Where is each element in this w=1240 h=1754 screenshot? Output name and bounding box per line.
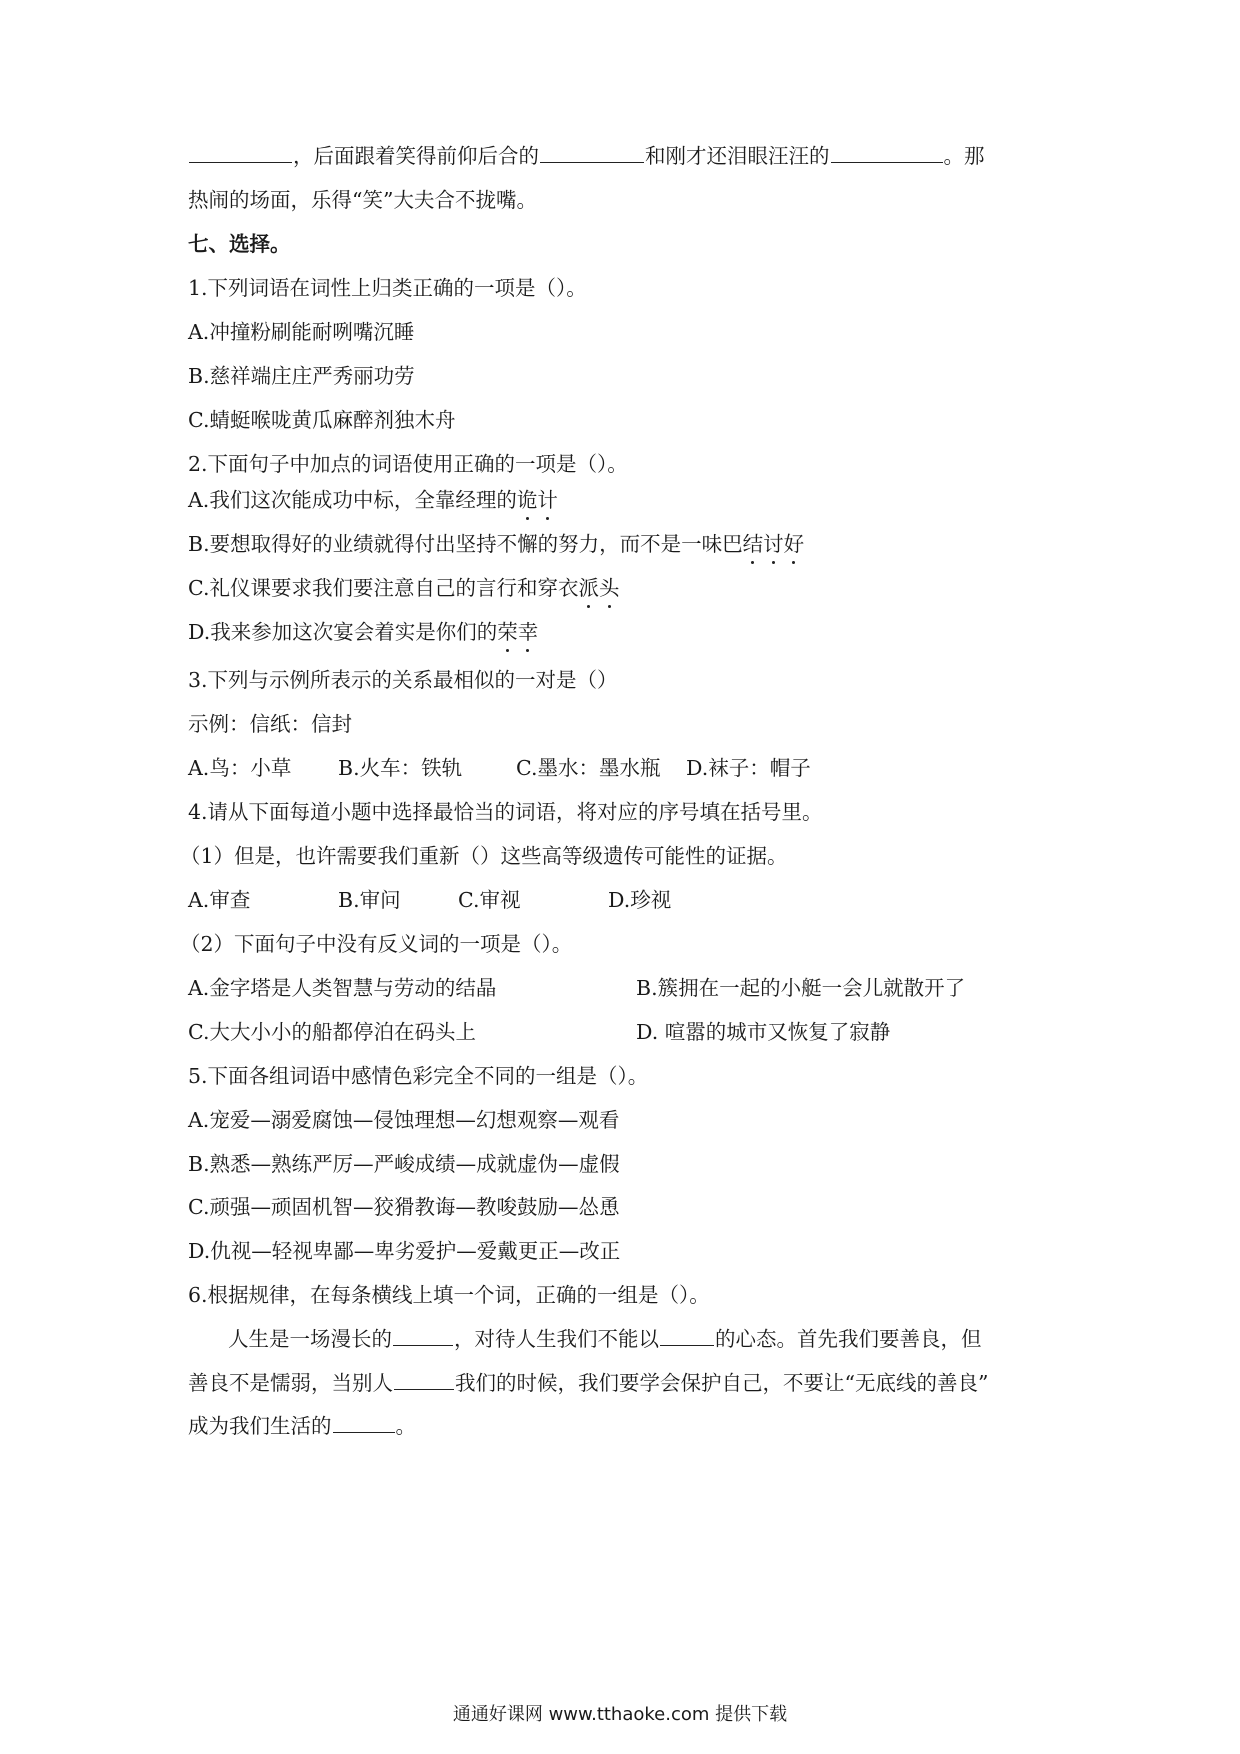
q5-stem: 5.下面各组词语中感情色彩完全不同的一组是（）。: [188, 1064, 649, 1088]
q4-sub2-option-c: C.大大小小的船都停泊在码头上: [188, 1020, 476, 1044]
dotted-char: 结: [742, 532, 764, 556]
q3-option-b: B.火车：铁轨: [338, 756, 463, 780]
q6-passage-line2: 善良不是懦弱，当别人 我们的时候，我们要学会保护自己，不要让“无底线的善良”: [188, 1371, 989, 1395]
page-footer: 通通好课网 www.tthaoke.com 提供下载: [452, 1704, 788, 1725]
q4-sub2-option-d: D. 喧嚣的城市又恢复了寂静: [636, 1020, 891, 1044]
q6-stem: 6.根据规律，在每条横线上填一个词，正确的一组是（）。: [188, 1283, 710, 1307]
blank: [333, 1431, 395, 1433]
q1-stem: 1.下列词语在词性上归类正确的一项是（）。: [188, 276, 587, 300]
q4-sub2-option-b: B.簇拥在一起的小艇一会儿就散开了: [636, 976, 966, 1000]
dotted-char: 计: [537, 488, 558, 512]
q2-option-a: A.我们这次能成功中标，全靠经理的诡计: [188, 488, 558, 512]
q4-sub1: （1）但是，也许需要我们重新（）这些高等级遗传可能性的证据。: [180, 844, 788, 868]
blank: [189, 161, 292, 163]
q2-option-c: C.礼仪课要求我们要注意自己的言行和穿衣派头: [188, 576, 620, 600]
q3-option-c: C.墨水：墨水瓶: [516, 756, 661, 780]
q4-sub1-options: [188, 890, 888, 912]
dotted-char: 荣: [497, 620, 518, 644]
q4-sub1-option-c: C.审视: [458, 888, 521, 912]
section6-line2: 热闹的场面，乐得“笑”大夫合不拢嘴。: [188, 188, 537, 212]
q3-stem: 3.下列与示例所表示的关系最相似的一对是（）: [188, 668, 618, 692]
section6-line1: ，后面跟着笑得前仰后合的 和刚才还泪眼汪汪的 。那: [188, 146, 985, 167]
q4-sub1-option-a: A.审查: [188, 888, 251, 912]
blank: [831, 161, 943, 163]
q4-sub2-options-row2: [188, 1022, 948, 1044]
blank: [540, 161, 644, 163]
q5-option-a: A.宠爱—溺爱腐蚀—侵蚀理想—幻想观察—观看: [188, 1108, 620, 1132]
q3-option-a: A.鸟：小草: [188, 756, 292, 780]
q4-sub1-option-d: D.珍视: [608, 888, 672, 912]
dotted-char: 幸: [517, 620, 539, 644]
q3-example: 示例：信纸：信封: [188, 712, 352, 736]
q4-sub2-option-a: A.金字塔是人类智慧与劳动的结晶: [188, 976, 497, 1000]
q2-stem: 2.下面句子中加点的词语使用正确的一项是（）。: [188, 452, 628, 476]
q4-sub2-options-row1: [188, 976, 966, 1000]
blank: [660, 1344, 714, 1346]
q4-stem: 4.请从下面每道小题中选择最恰当的词语，将对应的序号填在括号里。: [188, 800, 823, 824]
q2-option-b: B.要想取得好的业绩就得付出坚持不懈的努力，而不是一味巴结讨好: [188, 532, 805, 556]
dotted-char: 讨: [763, 532, 784, 556]
dotted-char: 好: [783, 532, 805, 556]
q1-option-a: A.冲撞粉刷能耐咧嘴沉睡: [188, 320, 415, 344]
dotted-char: 诡: [516, 488, 538, 512]
section-title: 七、选择。: [188, 232, 291, 256]
q4-sub2: （2）下面句子中没有反义词的一项是（）。: [180, 932, 573, 956]
q5-option-b: B.熟悉—熟练严厉—严峻成绩—成就虚伪—虚假: [188, 1152, 620, 1176]
q2-option-d: D.我来参加这次宴会着实是你们的荣幸: [188, 620, 539, 644]
q5-option-c: C.顽强—顽固机智—狡猾教诲—教唆鼓励—怂恿: [188, 1195, 620, 1219]
q5-option-d: D.仇视—轻视卑鄙—卑劣爱护—爱戴更正—改正: [188, 1239, 621, 1263]
q3-option-d: D.袜子：帽子: [686, 756, 811, 780]
q1-option-b: B.慈祥端庄庄严秀丽功劳: [188, 364, 415, 388]
blank: [394, 1388, 454, 1390]
blank: [393, 1344, 453, 1346]
q3-options: [188, 758, 888, 780]
dotted-char: 头: [598, 576, 620, 600]
dotted-char: 派: [578, 576, 599, 600]
q1-option-c: C.蜻蜓喉咙黄瓜麻醉剂独木舟: [188, 408, 456, 432]
q6-passage-line3: 成为我们生活的 。: [188, 1414, 416, 1438]
q4-sub1-option-b: B.审问: [338, 888, 401, 912]
q6-passage-line1: 人生是一场漫长的 ，对待人生我们不能以 的心态。首先我们要善良，但: [228, 1327, 982, 1351]
